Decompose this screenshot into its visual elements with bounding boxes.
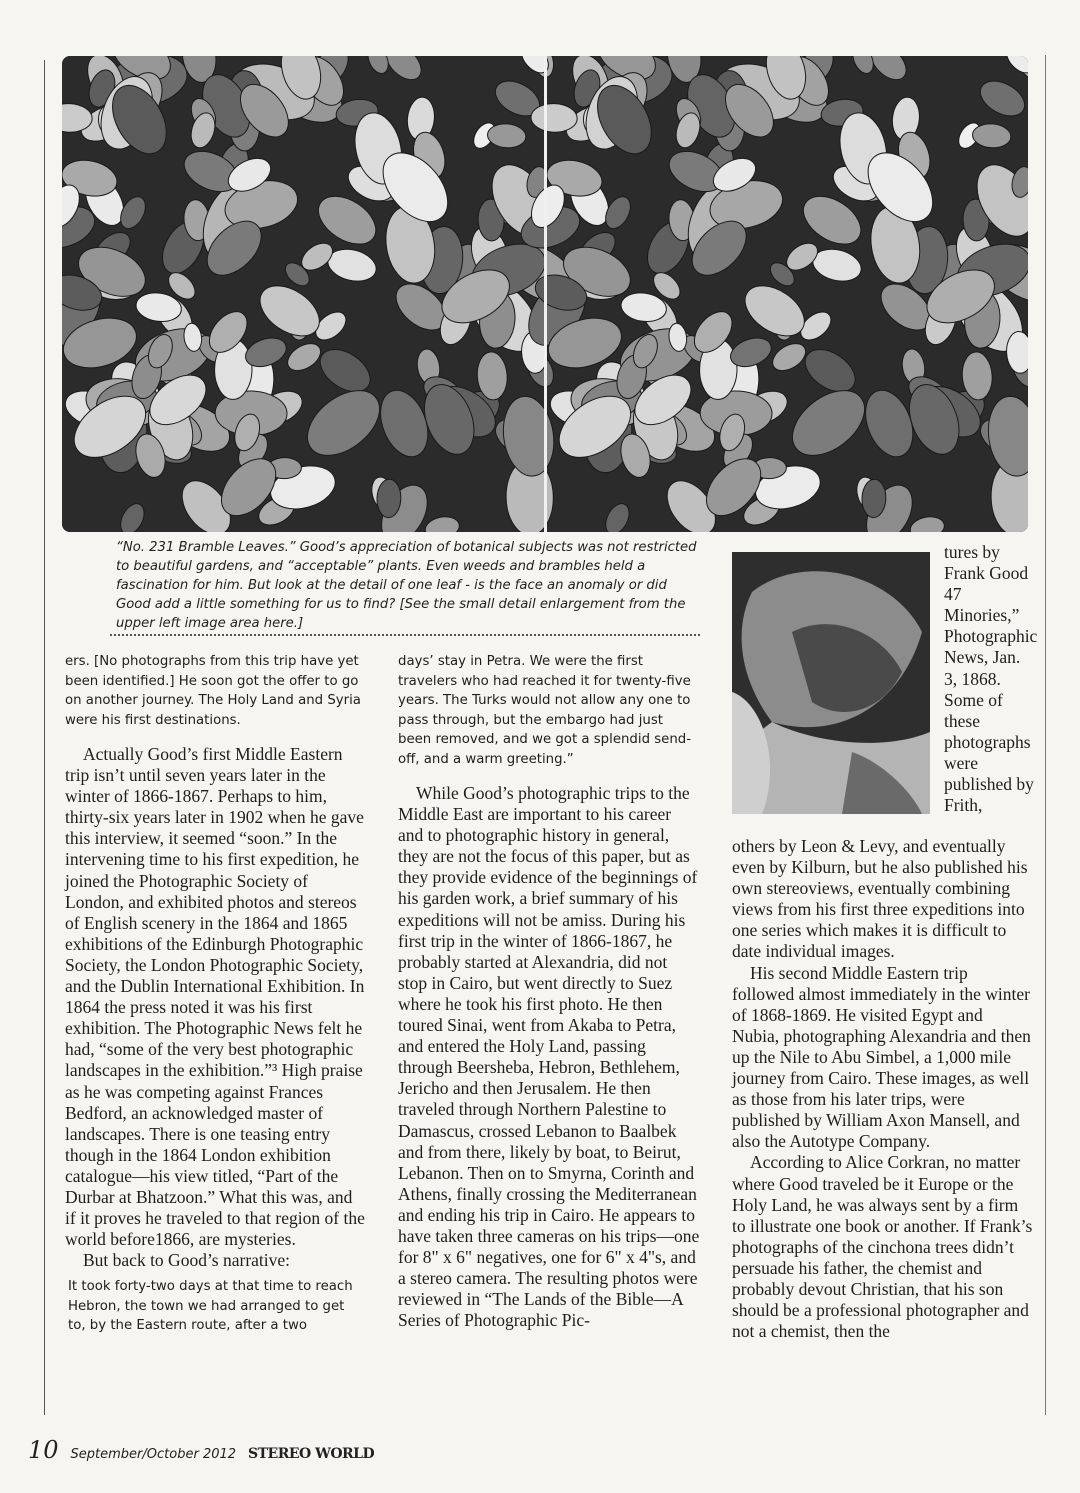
left-margin-rule <box>44 60 45 1415</box>
leaf-detail-photo <box>732 552 930 814</box>
body-paragraph: While Good’s photographic trips to the Middle East are important to his career and to photographic history in general, they are not the focus of this paper, but as they provide evidence of the beginnings of his garden work, a brief summary of his expeditions will not be amiss. During his first trip in the winter of 1866-1867, he probably started at Alexandria, did not stop in Cairo, but went directly to Suez where he took his first photo. He then toured Sinai, went from Akaba to Petra, and entered the Holy Land, passing through Beersheba, Hebron, Bethlehem, Jericho and then Jerusalem. He then traveled through Northern Palestine to Damascus, crossed Lebanon to Baalbek and from there, likely by boat, to Beirut, Lebanon. Then on to Smyrna, Corinth and Athens, finally crossing the Mediterranean and ending his trip in Cairo. He appears to have taken three cameras on his trips—one for 8" x 6" negatives, one for 6" x 4"s, and a stereo camera. The resulting photos were reviewed in “The Lands of the Bible—A Series of Photographic Pic- <box>398 783 700 1331</box>
body-paragraph: But back to Good’s narrative: <box>83 1250 291 1271</box>
body-paragraph: According to Alice Corkran, no matter where Good traveled be it Europe or the Holy Land, he was always sent by a firm to illustrate one book or another. If Frank’s photographs of the cinchona trees didn’t persuade his father, the chemist and probably devout Christian, that his son should be a professional photographer and not a chemist, then the <box>732 1152 1033 1342</box>
body-paragraph: others by Leon & Levy, and eventually even by Kilburn, but he also published his own stereoviews, eventually combining views from his first three expeditions into one series which makes it is difficult to date individual images. <box>732 836 1028 962</box>
photo-caption: “No. 231 Bramble Leaves.” Good’s appreciation of botanical subjects was not restricted to beautiful gardens, and “acceptable” plants. Even weeds and brambles held a fascination for him. But look at the detail of one leaf - is the face an anomaly or did Good add a little something for us to find? [See the small detail enlargement from the upper left image area here.] <box>116 540 697 631</box>
quote-block: It took forty-two days at that time to reach Hebron, the town we had arranged to get to, by the Eastern route, after a two <box>68 1279 353 1334</box>
magazine-title: STEREO WORLD <box>248 1446 375 1462</box>
column-1 <box>65 652 365 1336</box>
body-paragraph: His second Middle Eastern trip followed almost immediately in the winter of 1868-1869. He visited Egypt and Nubia, photographing Alexandria and then up the Nile to Abu Simbel, a 1,000 mile journey from Cairo. These images, as well as those from his later trips, were published by William Axon Mansell, and also the Autotype Company. <box>732 962 1031 1152</box>
page-footer <box>28 1436 374 1466</box>
wrapped-text: tures by Frank Good 47 Minories,” Photographic News, Jan. 3, 1868. Some of these photographs were published by Frith, <box>944 542 1038 816</box>
right-margin-rule <box>1045 55 1046 1415</box>
stereoview-photo <box>62 56 1028 532</box>
quote-block: days’ stay in Petra. We were the first travelers who had reached it for twenty-five years. The Turks would not allow any one to pass through, but the embargo had just been removed, and we got a splendid send-off, and a warm greeting.” <box>398 654 692 767</box>
column-3 <box>732 836 1034 1342</box>
column-2 <box>398 652 700 1331</box>
quote-block: ers. [No photographs from this trip have yet been identified.] He soon got the offer to go on another journey. The Holy Land and Syria were his first destinations. <box>65 654 361 728</box>
issue-date: September/October 2012 <box>70 1447 237 1462</box>
body-paragraph: Actually Good’s first Middle Eastern trip isn’t until seven years later in the winter of 1866-1867. Perhaps to him, thirty-six years later in 1902 when he gave this interview, it seemed “soon.” In the intervening time to his first expedition, he joined the Photographic Society of London, and exhibited photos and stereos of English scenery in the 1864 and 1865 exhibitions of the Edinburgh Photographic Society, the London Photographic Society, and the Dublin International Exhibition. In 1864 the press noted it was his first exhibition. The Photographic News felt he had, “some of the very best photographic landscapes in the exhibition.”³ High praise as he was competing against Frances Bedford, an acknowledged master of landscapes. There is one teasing entry though in the 1864 London exhibition catalogue—his view titled, “Part of the Durbar at Bhatzoon.” What this was, and if it proves he traveled to that region of the world before1866, are mysteries. <box>65 744 365 1250</box>
caption-divider <box>110 626 700 636</box>
page-number: 10 <box>28 1436 59 1464</box>
